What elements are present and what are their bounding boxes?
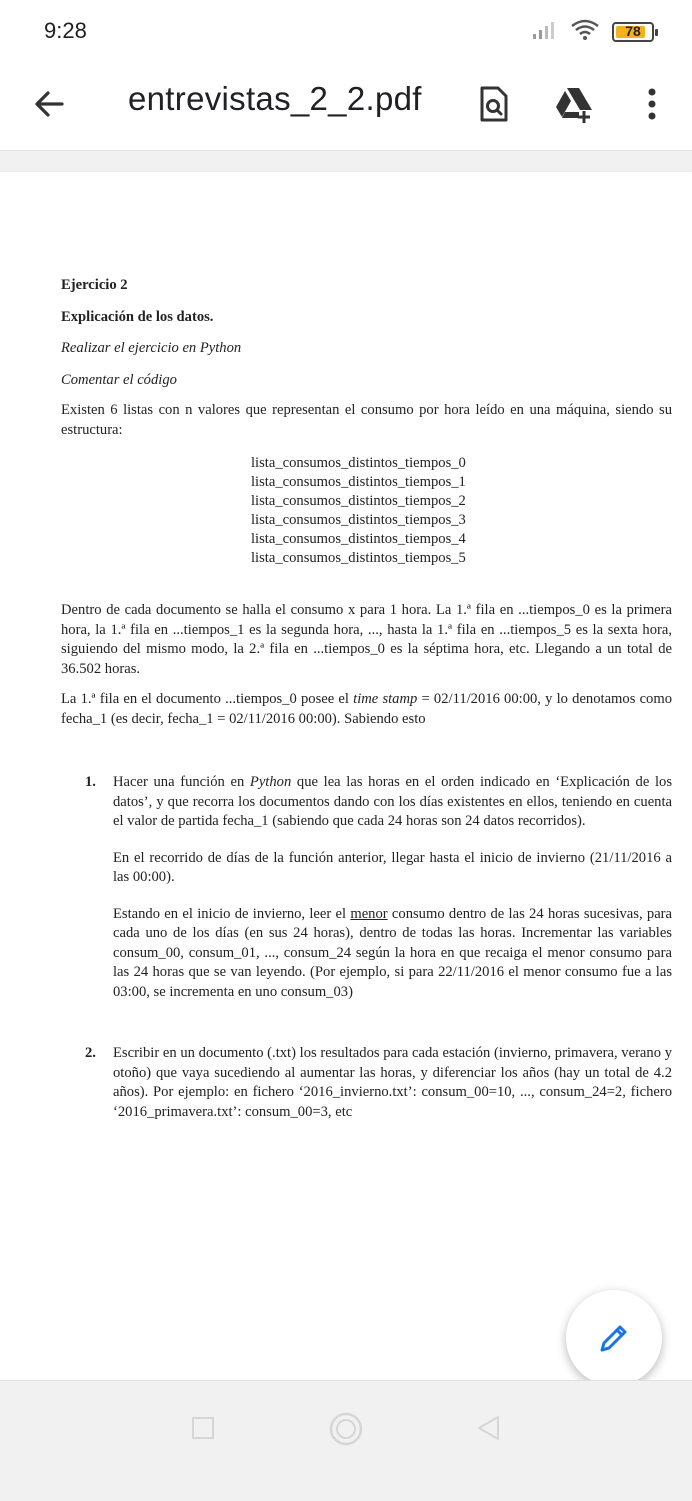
task-number-2: 2. [85, 1045, 96, 1061]
data-explanation-heading: Explicación de los datos. [61, 308, 214, 325]
home-icon[interactable] [328, 1411, 364, 1452]
app-bar [0, 62, 692, 151]
search-document-icon[interactable] [472, 82, 516, 126]
edit-fab-button[interactable] [566, 1290, 662, 1386]
task-1-paragraph-3: Estando en el inicio de invierno, leer el menor consumo dentro de las 24 horas sucesivas, para cada uno de los días (en sus 24 horas), dentro de todas las horas. Incrementar las variables consum_00, consum_01, ..., consum_24 según la hora en que recaiga el menor consumo para las 24 horas que se van leyendo. (Por ejemplo, si para 22/11/2016 el menor consumo fue a las 03:00, se incrementa en uno consum_03) [113, 905, 673, 1000]
paragraph-timestamp: La 1.ª fila en el documento ...tiempos_0 posee el time stamp = 02/11/2016 00:00, y lo denotamos como fecha_1 (es decir, fecha_1 = 02/11/2016 00:00). Sabiendo esto [61, 691, 672, 727]
task-item-1 [85, 773, 672, 1002]
note-comment: Comentar el código [61, 371, 177, 388]
document-title: entrevistas_2_2.pdf [128, 80, 422, 117]
list-item: lista_consumos_distintos_tiempos_3 [251, 512, 466, 528]
task-1-paragraph-1: Hacer una función en Python que lea las horas en el orden indicado en ‘Explicación de los datos’, y que recorra los documentos dando con los días existentes en ellos, teniendo en cuenta el valor de partida fecha_1 (sabiendo que cada 24 horas son 24 datos recorridos). [113, 774, 672, 829]
list-names [251, 454, 672, 568]
back-icon[interactable] [476, 1415, 500, 1446]
list-item: lista_consumos_distintos_tiempos_1 [251, 474, 466, 490]
document-content [61, 276, 672, 1122]
list-item: lista_consumos_distintos_tiempos_2 [251, 493, 466, 509]
note-python: Realizar el ejercicio en Python [61, 340, 242, 356]
status-bar [0, 0, 692, 62]
list-item: lista_consumos_distintos_tiempos_0 [251, 455, 466, 471]
task-list [85, 773, 672, 1122]
battery-icon [612, 22, 654, 42]
recent-apps-icon[interactable] [192, 1417, 214, 1444]
add-to-drive-icon[interactable] [552, 82, 596, 126]
back-arrow-icon[interactable] [28, 82, 72, 126]
task-item-2 [85, 1044, 672, 1122]
exercise-heading: Ejercicio 2 [61, 277, 128, 293]
task-1-paragraph-2: En el recorrido de días de la función anterior, llegar hasta el inicio de invierno (21/11/2016 a las 00:00). [113, 849, 672, 885]
list-item: lista_consumos_distintos_tiempos_4 [251, 531, 466, 547]
battery-level: 78 [625, 23, 641, 39]
edit-pencil-icon [596, 1320, 632, 1356]
more-vert-icon[interactable] [630, 82, 674, 126]
paragraph-hours: Dentro de cada documento se halla el consumo x para 1 hora. La 1.ª fila en ...tiempos_0 es la primera hora, la 1.ª fila en ...tiempos_1 es la segunda hora, ..., hasta la 1.ª fila en ...tiempos_5 es la sexta hora, siguiendo del mismo modo, la 2.ª fila en ...tiempos_0 es la séptima hora, etc. Llegando a un total de 36.502 horas. [61, 602, 672, 677]
status-time: 9:28 [44, 18, 87, 43]
navigation-bar [0, 1380, 692, 1501]
wifi-icon [570, 19, 600, 46]
task-2-paragraph-1: Escribir en un documento (.txt) los resultados para cada estación (invierno, primavera, verano y otoño) que vaya sucediendo al aumentar las horas, y diferenciar los años (hay un total de 4.2 años). Por ejemplo: en fichero ‘2016_invierno.txt’: consum_00=10, ..., consum_24=2, fichero ‘2016_primavera.txt’: consum_00=3, etc [113, 1045, 672, 1120]
pdf-page[interactable] [0, 172, 692, 1380]
status-icons [532, 18, 654, 46]
list-item: lista_consumos_distintos_tiempos_5 [251, 550, 466, 566]
intro-paragraph: Existen 6 listas con n valores que representan el consumo por hora leído en una máquina, siendo su estructura: [61, 402, 672, 438]
signal-icon [532, 20, 558, 45]
task-number-1: 1. [85, 774, 96, 790]
